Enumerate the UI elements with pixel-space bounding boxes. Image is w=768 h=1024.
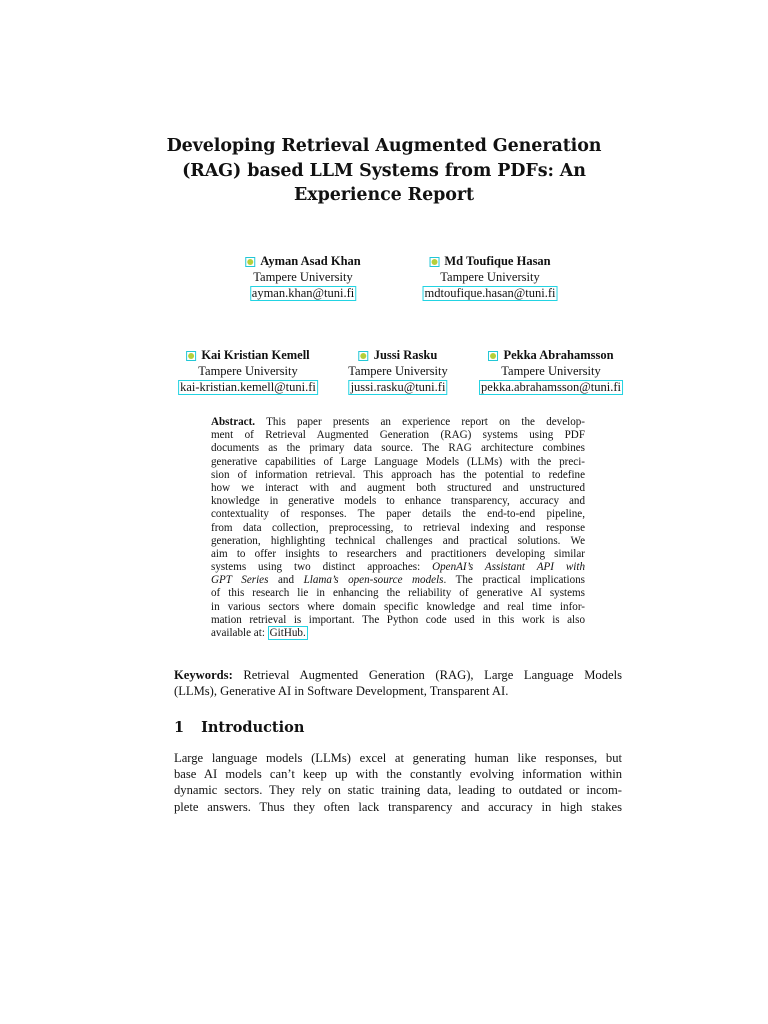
paper-title [120,134,648,208]
author-email-link[interactable]: jussi.rasku@tuni.fi [350,380,446,394]
author-name: Jussi Rasku [373,348,438,362]
abstract-line: contextuality of responses. The paper details the end-to-end pipeline, [211,508,585,521]
intro-line: base AI models can’t keep up with the constantly evolving information within [174,767,622,782]
abstract-line: how we interact with and augment both structured and unstructured [211,481,585,494]
keywords [174,667,622,699]
abstract-line: sion of information retrieval. This approach has the potential to redefine [211,468,585,481]
abstract-line: documents as the primary data source. The RAG architecture combines [211,442,585,455]
author-email-link[interactable]: kai-kristian.kemell@tuni.fi [180,380,316,394]
intro-paragraph [174,750,622,815]
abstract-line: from data collection, preprocessing, to retrieval indexing and response [211,521,585,534]
orcid-icon[interactable] [488,351,498,361]
keywords-text: Retrieval Augmented Generation (RAG), Large Language Models [232,668,622,682]
abstract-line: generation, highlighting technical challenges and practical solutions. We [211,534,585,547]
author-affiliation: Tampere University [440,269,540,284]
abstract-italic-phrase: Llama’s open-source models [303,574,444,587]
abstract-text: . The practical implications [443,574,585,587]
author-affiliation: Tampere University [348,363,448,378]
author-name: Kai Kristian Kemell [201,348,310,362]
keywords-label: Keywords: [174,668,233,682]
abstract-line: systems using two distinct approaches: [211,561,433,574]
author-block-5 [479,348,623,396]
abstract-line: available at: [211,627,268,639]
author-email-link[interactable]: ayman.khan@tuni.fi [251,286,355,300]
abstract-line: This paper presents an experience report on the develop- [266,416,586,428]
author-affiliation: Tampere University [501,363,601,378]
section-heading [174,719,304,736]
author-email-link[interactable]: mdtoufique.hasan@tuni.fi [424,286,556,300]
abstract-italic-phrase: OpenAI’s Assistant API with [432,561,585,574]
author-name: Md Toufique Hasan [444,254,551,268]
abstract-line: mation retrieval is important. The Python code used in this work is also [211,613,585,626]
abstract-line: knowledge in generative models to enhance transparency, accuracy and [211,495,585,508]
title-line-1: Developing Retrieval Augmented Generation [166,136,602,156]
abstract [211,416,585,640]
abstract-line: in various sectors where domain specific knowledge and real time infor- [211,600,585,613]
author-affiliation: Tampere University [198,363,298,378]
orcid-icon[interactable] [245,257,255,267]
section-title: Introduction [201,719,305,736]
author-email-link[interactable]: pekka.abrahamsson@tuni.fi [481,380,621,394]
author-affiliation: Tampere University [253,269,353,284]
author-block-2 [423,254,558,302]
abstract-line: ment of Retrieval Augmented Generation (RAG) systems using PDF [211,429,585,442]
intro-line: plete answers. Thus they often lack transparency and accuracy in high stakes [174,799,622,814]
author-block-1 [245,254,361,302]
title-line-3: Experience Report [294,185,474,205]
intro-line: Large language models (LLMs) excel at generating human like responses, but [174,751,622,765]
author-block-3 [178,348,318,396]
keywords-text: (LLMs), Generative AI in Software Development, Transparent AI. [174,684,509,698]
abstract-line: of this research lie in enhancing the reliability of generative AI systems [211,587,585,600]
orcid-icon[interactable] [429,257,439,267]
intro-line: dynamic sectors. They rely on static training data, leading to outdated or incom- [174,783,622,798]
author-name: Ayman Asad Khan [260,254,361,268]
author-block-4 [348,348,447,396]
author-name: Pekka Abrahamsson [503,348,614,362]
github-link[interactable]: GitHub. [269,627,306,639]
abstract-label: Abstract. [211,416,256,428]
abstract-line: generative capabilities of Large Language Models (LLMs) with the preci- [211,455,585,468]
orcid-icon[interactable] [359,351,369,361]
abstract-italic-phrase: GPT Series [211,574,269,587]
title-line-2: (RAG) based LLM Systems from PDFs: An [182,160,586,181]
abstract-text: and [268,574,304,587]
section-number: 1 [174,719,185,736]
abstract-line: aim to offer insights to researchers and practitioners developing similar [211,547,585,560]
orcid-icon[interactable] [186,351,196,361]
